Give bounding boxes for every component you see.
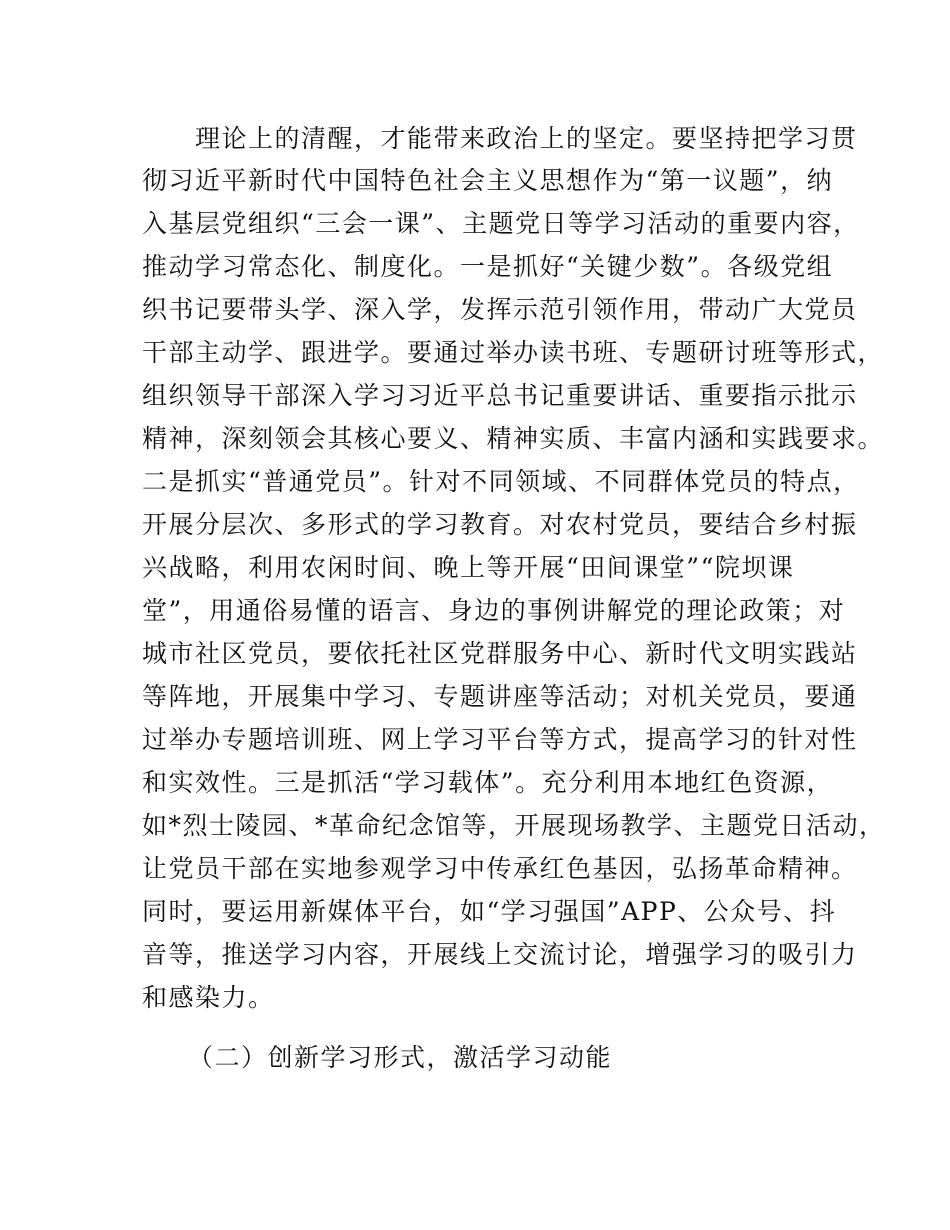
paragraph-line: 织书记要带头学、深入学，发挥示范引领作用，带动广大党员 [142,295,858,324]
paragraph-line: 理论上的清醒，才能带来政治上的坚定。要坚持把学习贯 [142,124,858,153]
paragraph-line: 开展分层次、多形式的学习教育。对农村党员，要结合乡村振 [142,510,858,539]
paragraph-line: 过举办专题培训班、网上学习平台等方式，提高学习的针对性 [142,725,858,754]
paragraph-line: 组织领导干部深入学习习近平总书记重要讲话、重要指示批示 [142,381,858,410]
paragraph-line: 兴战略，利用农闲时间、晚上等开展“田间课堂”“院坝课 [142,553,795,582]
section-heading: （二）创新学习形式，激活学习动能 [188,1043,613,1072]
paragraph-line: 和感染力。 [142,983,275,1012]
paragraph-line: 如*烈士陵园、*革命纪念馆等，开展现场教学、主题党日活动， [142,811,886,840]
paragraph-line: 精神，深刻领会其核心要义、精神实质、丰富内涵和实践要求。 [142,424,885,453]
paragraph-line: 入基层党组织“三会一课”、主题党日等学习活动的重要内容， [142,209,860,238]
paragraph-line: 同时，要运用新媒体平台，如“学习强国”APP、公众号、抖 [142,897,837,926]
paragraph-line: 彻习近平新时代中国特色社会主义思想作为“第一议题”，纳 [142,166,834,195]
paragraph-line: 音等，推送学习内容，开展线上交流讨论，增强学习的吸引力 [142,940,858,969]
paragraph-line: 推动学习常态化、制度化。一是抓好“关键少数”。各级党组 [142,252,834,281]
paragraph-line: 干部主动学、跟进学。要通过举办读书班、专题研讨班等形式， [142,338,885,367]
paragraph-line: 二是抓实“普通党员”。针对不同领域、不同群体党员的特点， [142,467,860,496]
paragraph-line: 堂”，用通俗易懂的语言、身边的事例讲解党的理论政策；对 [142,596,846,625]
paragraph-line: 和实效性。三是抓活“学习载体”。充分利用本地红色资源， [142,768,834,797]
paragraph-line: 等阵地，开展集中学习、专题讲座等活动；对机关党员，要通 [142,682,858,711]
paragraph-line: 城市社区党员，要依托社区党群服务中心、新时代文明实践站 [142,639,858,668]
paragraph-line: 让党员干部在实地参观学习中传承红色基因，弘扬革命精神。 [142,854,858,883]
